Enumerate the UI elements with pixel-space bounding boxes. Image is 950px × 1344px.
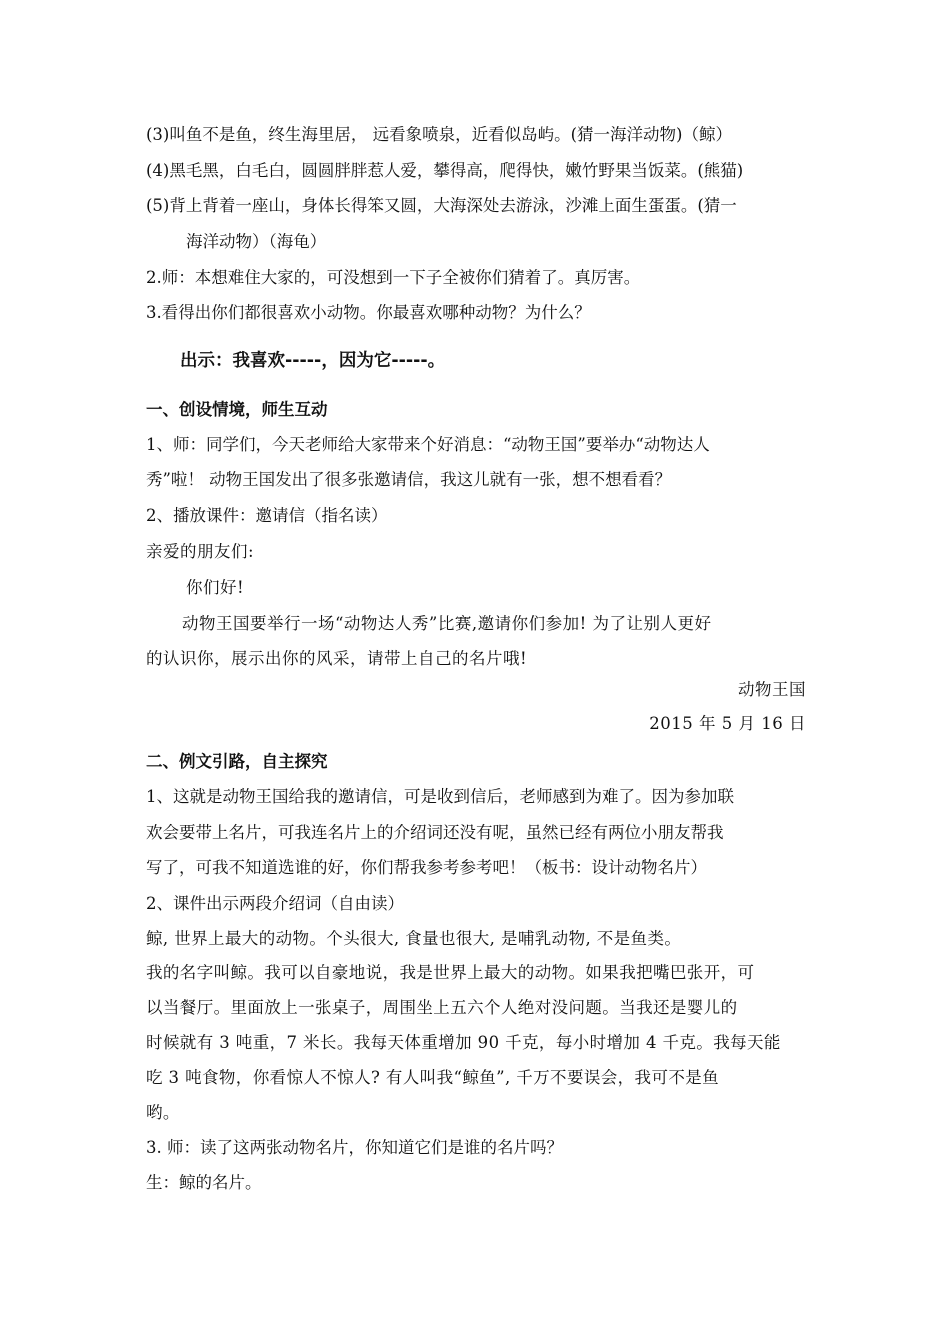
section-1-paragraph-1-line-1: 1、师：同学们，今天老师给大家带来个好消息：“动物王国”要举办“动物达人 — [146, 435, 710, 454]
section-2-heading: 二、例文引路，自主探究 — [146, 752, 328, 771]
letter-greeting: 你们好! — [186, 578, 245, 597]
intro-line-3: 3.看得出你们都很喜欢小动物。你最喜欢哪种动物？为什么？ — [146, 303, 591, 322]
letter-date: 2015 年 5 月 16 日 — [649, 714, 806, 733]
section-1-paragraph-1-line-2: 秀”啦！ 动物王国发出了很多张邀请信，我这儿就有一张，想不想看看？ — [146, 470, 672, 489]
riddle-5-line-2: 海洋动物）（海龟） — [186, 232, 327, 251]
section-2-paragraph-3: 3. 师：读了这两张动物名片，你知道它们是谁的名片吗？ — [146, 1138, 563, 1157]
intro-line-2: 2.师：本想难住大家的，可没想到一下子全被你们猜着了。真厉害。 — [146, 268, 641, 287]
example-intro-1: 鲸, 世界上最大的动物。个头很大, 食量也很大, 是哺乳动物, 不是鱼类。 — [146, 929, 682, 948]
section-2-paragraph-1-line-2: 欢会要带上名片，可我连名片上的介绍词还没有呢，虽然已经有两位小朋友帮我 — [146, 823, 724, 842]
section-2-paragraph-1-line-3: 写了，可我不知道选谁的好，你们帮我参考参考吧！（板书：设计动物名片） — [146, 858, 707, 877]
example-intro-2-line-5: 哟。 — [146, 1103, 180, 1122]
riddle-5-line-1: (5)背上背着一座山，身体长得笨又圆，大海深处去游泳，沙滩上面生蛋蛋。(猜一 — [146, 196, 737, 215]
letter-salutation: 亲爱的朋友们: — [146, 542, 255, 561]
section-1-heading: 一、创设情境，师生互动 — [146, 400, 328, 419]
example-intro-2-line-1: 我的名字叫鲸。我可以自豪地说，我是世界上最大的动物。如果我把嘴巴张开，可 — [146, 963, 755, 982]
example-intro-2-line-2: 以当餐厅。里面放上一张桌子，周围坐上五六个人绝对没问题。当我还是婴儿的 — [146, 998, 738, 1017]
show-prompt: 出示：我喜欢-----，因为它-----。 — [180, 351, 446, 371]
example-intro-2-line-4: 吃 3 吨食物，你看惊人不惊人? 有人叫我“鲸鱼”, 千万不要误会，我可不是鱼 — [146, 1068, 720, 1087]
riddle-4: (4)黑毛黑，白毛白，圆圆胖胖惹人爱，攀得高，爬得快，嫩竹野果当饭菜。(熊猫) — [146, 161, 744, 180]
example-intro-2-line-3: 时候就有 3 吨重，7 米长。我每天体重增加 90 千克，每小时增加 4 千克。我每天能 — [146, 1033, 781, 1052]
section-1-paragraph-2: 2、播放课件：邀请信（指名读） — [146, 506, 388, 525]
section-2-paragraph-2: 2、课件出示两段介绍词（自由读） — [146, 894, 404, 913]
student-answer: 生：鲸的名片。 — [146, 1173, 262, 1192]
letter-body-line-1: 动物王国要举行一场“动物达人秀”比赛,邀请你们参加! 为了让别人更好 — [182, 614, 712, 633]
riddle-3: (3)叫鱼不是鱼，终生海里居， 远看象喷泉，近看似岛屿。(猜一海洋动物)（鲸） — [146, 125, 732, 144]
section-2-paragraph-1-line-1: 1、这就是动物王国给我的邀请信，可是收到信后，老师感到为难了。因为参加联 — [146, 787, 734, 806]
letter-body-line-2: 的认识你，展示出你的风采，请带上自己的名片哦! — [146, 649, 528, 668]
letter-signature: 动物王国 — [738, 680, 806, 699]
